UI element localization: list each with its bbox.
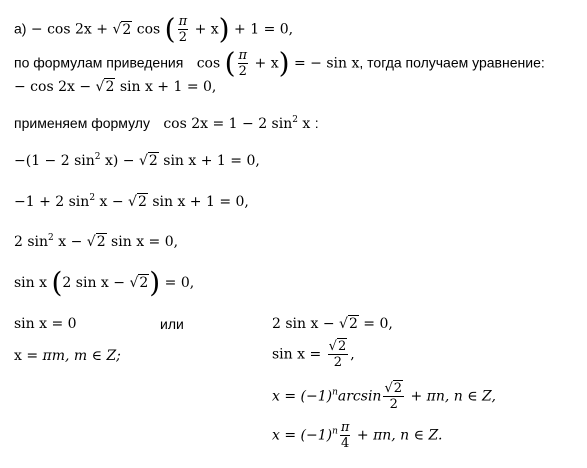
equation-text: sin x + 1 = 0, bbox=[147, 194, 249, 210]
equation-line-3 bbox=[14, 78, 216, 96]
right-branch-eq-1: 2 sin x − √2 = 0, bbox=[272, 316, 393, 332]
equation-line-4: применяем формулу cos 2x = 1 − 2 $\sin^2 x$ : bbox=[14, 115, 319, 132]
equation-text: −1 + 2 sin bbox=[14, 194, 90, 210]
equation-line-2: по формулам приведения cos ( $\frac{\pi}{2}$ + x) = − sin x, тогда получаем уравнение: bbox=[14, 46, 545, 80]
equation-line-7: 2 $\sin^2 x - √2$ sin x = 0, bbox=[14, 233, 179, 250]
equation-text: x − bbox=[95, 194, 129, 210]
right-branch-eq-4: $x = (-1)^n$ $\frac{\pi}{4}$ + πn, n ∈ Z. bbox=[272, 420, 443, 451]
sqrt-expression: √2 bbox=[112, 21, 132, 38]
equation-text: cos bbox=[196, 55, 225, 72]
equation-line-8: sin x (2 sin x − √2) = 0, bbox=[14, 266, 195, 299]
equation-text: x − bbox=[53, 234, 87, 250]
sqrt-expression: √2 bbox=[339, 316, 358, 332]
sqrt-expression: √2 bbox=[86, 234, 106, 250]
equation-line-5: −(1 − 2 $\sin^2 x) - √2$ sin x + 1 = 0, bbox=[14, 152, 260, 169]
equation-text: sin x + 1 = 0, bbox=[115, 79, 217, 95]
sqrt-expression: √2 bbox=[129, 275, 149, 291]
equation-text: − cos 2x + bbox=[30, 21, 113, 38]
equation-text: cos 2x = 1 − 2 sin bbox=[163, 116, 293, 132]
fraction: $\frac{√2}{2}$ bbox=[328, 339, 347, 370]
equation-text: x bbox=[297, 116, 311, 132]
equation-text: 2 sin bbox=[14, 234, 49, 250]
fraction: $\frac{√2}{2}$ bbox=[384, 381, 403, 412]
equation-line-1: а) − cos 2x + √2 cos ( $\frac{\pi}{2}$ + x) + 1 = 0, bbox=[14, 12, 294, 46]
item-label: а) bbox=[14, 20, 27, 37]
equation-text: −(1 − 2 sin bbox=[14, 153, 95, 169]
equation-text: − cos 2x − bbox=[14, 79, 96, 95]
right-branch-eq-2: sin x = $\frac{√2}{2}$ , bbox=[272, 339, 355, 370]
left-branch-eq-1: sin x = 0 bbox=[14, 316, 77, 332]
right-branch-eq-3: $x = (-1)^n\arcsin$ $\frac{√2}{2}$ + πn, n ∈ Z, bbox=[272, 381, 496, 412]
text-fragment: по формулам приведения bbox=[14, 54, 184, 71]
equation-text: x) − bbox=[100, 153, 139, 169]
text-fragment: применяем формулу bbox=[14, 115, 150, 131]
equation-text: sin x = 0, bbox=[106, 234, 179, 250]
sqrt-expression: √2 bbox=[138, 153, 158, 169]
equation-text: + 1 = 0, bbox=[229, 21, 294, 38]
fraction: $\frac{\pi}{2}$ bbox=[238, 48, 248, 79]
sqrt-expression: √2 bbox=[128, 194, 147, 210]
equation-text: + x bbox=[190, 21, 219, 38]
equation-text: sin x + 1 = 0, bbox=[158, 153, 260, 169]
fraction: $\frac{\pi}{2}$ bbox=[178, 14, 188, 45]
or-label: или bbox=[160, 316, 184, 332]
equation-line-6: −1 + 2 $\sin^2 x - √2$ sin x + 1 = 0, bbox=[14, 193, 249, 210]
text-fragment: , тогда получаем уравнение: bbox=[359, 54, 545, 71]
sqrt-expression: √2 bbox=[95, 79, 115, 95]
equation-text: cos bbox=[132, 21, 165, 38]
equation-text: sin x bbox=[14, 275, 52, 291]
left-branch-eq-2: x = πm, m ∈ Z; bbox=[14, 348, 121, 364]
fraction: $\frac{\pi}{4}$ bbox=[340, 420, 350, 451]
equation-text: = − sin x bbox=[289, 55, 360, 72]
equation-text: = 0, bbox=[160, 275, 195, 291]
equation-text: + x bbox=[250, 55, 279, 72]
equation-text: 2 sin x − bbox=[62, 275, 130, 291]
